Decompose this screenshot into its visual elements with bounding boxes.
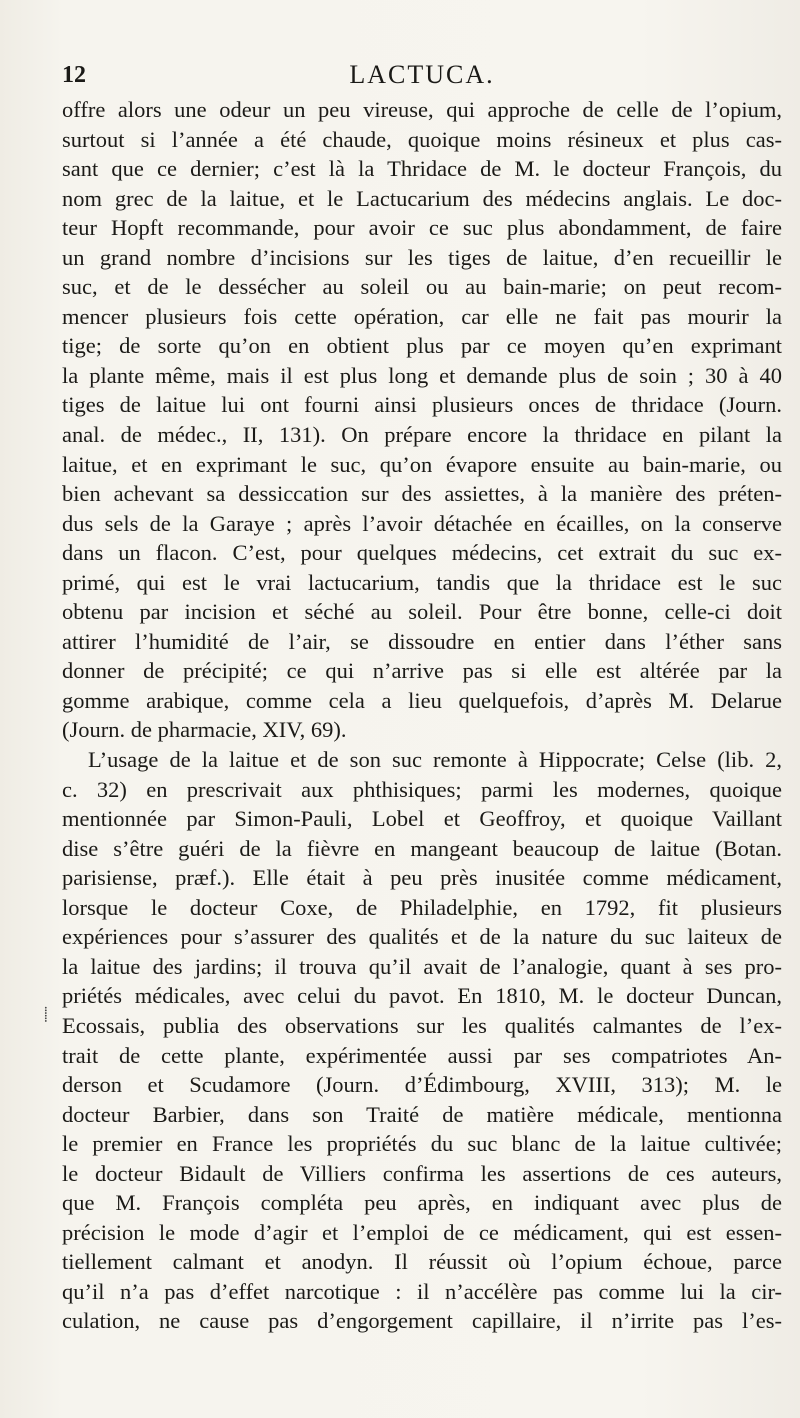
text-line: qu’il n’a pas d’effet narcotique : il n’accélère pas comme lui la cir- xyxy=(62,1278,782,1304)
text-line: un grand nombre d’incisions sur les tiges de laitue, d’en recueillir le xyxy=(62,244,782,270)
text-line: lorsque le docteur Coxe, de Philadelphie, en 1792, fit plusieurs xyxy=(62,894,782,920)
text-line: L’usage de la laitue et de son suc remonte à Hippocrate; Celse (lib. 2, xyxy=(88,747,782,773)
text-line: priétés médicales, avec celui du pavot. En 1810, M. le docteur Duncan, xyxy=(62,983,782,1009)
text-line: primé, qui est le vrai lactucarium, tandis que la thridace est le suc xyxy=(62,569,782,595)
text-line: teur Hopft recommande, pour avoir ce suc plus abondamment, de faire xyxy=(62,215,782,241)
text-line: mencer plusieurs fois cette opération, car elle ne fait pas mourir la xyxy=(62,303,782,329)
text-line: laitue, et en exprimant le suc, qu’on évapore ensuite au bain-marie, ou xyxy=(62,451,782,477)
text-line: derson et Scudamore (Journ. d’Édimbourg, XVIII, 313); M. le xyxy=(62,1072,782,1098)
text-line: tiges de laitue lui ont fourni ainsi plusieurs onces de thridace (Journ. xyxy=(62,392,782,418)
page-number: 12 xyxy=(62,62,86,88)
text-line: que M. François compléta peu après, en indiquant avec plus de xyxy=(62,1190,782,1216)
text-line: nom grec de la laitue, et le Lactucarium des médecins anglais. Le doc- xyxy=(62,185,782,211)
margin-mark: ⸽ xyxy=(44,1008,48,1023)
text-line: bien achevant sa dessiccation sur des assiettes, à la manière des préten- xyxy=(62,481,782,507)
text-line: offre alors une odeur un peu vireuse, qui approche de celle de l’opium, xyxy=(62,97,782,122)
text-line: tiellement calmant et anodyn. Il réussit où l’opium échoue, parce xyxy=(62,1249,782,1275)
body-text xyxy=(62,95,782,1336)
text-line: la plante même, mais il est plus long et demande plus de soin ; 30 à 40 xyxy=(62,362,782,388)
text-line: parisiense, præf.). Elle était à peu près inusitée comme médicament, xyxy=(62,865,782,891)
text-line: dans un flacon. C’est, pour quelques médecins, cet extrait du suc ex- xyxy=(62,540,782,566)
text-line: dise s’être guéri de la fièvre en mangeant beaucoup de laitue (Botan. xyxy=(62,835,782,861)
text-line: surtout si l’année a été chaude, quoique moins résineux et plus cas- xyxy=(62,126,782,152)
text-line: donner de précipité; ce qui n’arrive pas si elle est altérée par la xyxy=(62,658,782,684)
text-line: culation, ne cause pas d’engorgement capillaire, il n’irrite pas l’es- xyxy=(62,1308,782,1334)
text-line: anal. de médec., II, 131). On prépare encore la thridace en pilant la xyxy=(62,422,782,448)
page-header xyxy=(62,58,782,94)
text-line: précision le mode d’agir et l’emploi de ce médicament, qui est essen- xyxy=(62,1219,782,1245)
text-line: tige; de sorte qu’on en obtient plus par ce moyen qu’en exprimant xyxy=(62,333,782,359)
text-line: dus sels de la Garaye ; après l’avoir détachée en écailles, on la conserve xyxy=(62,510,782,536)
text-line: la laitue des jardins; il trouva qu’il avait de l’analogie, quant à ses pro- xyxy=(62,953,782,979)
text-line: le premier en France les propriétés du suc blanc de la laitue cultivée; xyxy=(62,1131,782,1157)
text-line: gomme arabique, comme cela a lieu quelquefois, d’après M. Delarue xyxy=(62,687,782,713)
text-line: le docteur Bidault de Villiers confirma les assertions de ces auteurs, xyxy=(62,1160,782,1186)
text-line: obtenu par incision et séché au soleil. Pour être bonne, celle-ci doit xyxy=(62,599,782,625)
text-line: trait de cette plante, expérimentée aussi par ses compatriotes An- xyxy=(62,1042,782,1068)
text-line: c. 32) en prescrivait aux phthisiques; parmi les modernes, quoique xyxy=(62,776,782,802)
text-line: (Journ. de pharmacie, XIV, 69). xyxy=(62,717,347,743)
text-line: sant que ce dernier; c’est là la Thridace de M. le docteur François, du xyxy=(62,156,782,182)
text-line: mentionnée par Simon-Pauli, Lobel et Geoffroy, et quoique Vaillant xyxy=(62,806,782,832)
text-line: docteur Barbier, dans son Traité de matière médicale, mentionna xyxy=(62,1101,782,1127)
running-head: LACTUCA. xyxy=(349,60,495,89)
text-line: expériences pour s’assurer des qualités et de la nature du suc laiteux de xyxy=(62,924,782,950)
text-line: attirer l’humidité de l’air, se dissoudre en entier dans l’éther sans xyxy=(62,628,782,654)
text-line: Ecossais, publia des observations sur les qualités calmantes de l’ex- xyxy=(62,1012,782,1038)
text-line: suc, et de le dessécher au soleil ou au bain-marie; on peut recom- xyxy=(62,274,782,300)
